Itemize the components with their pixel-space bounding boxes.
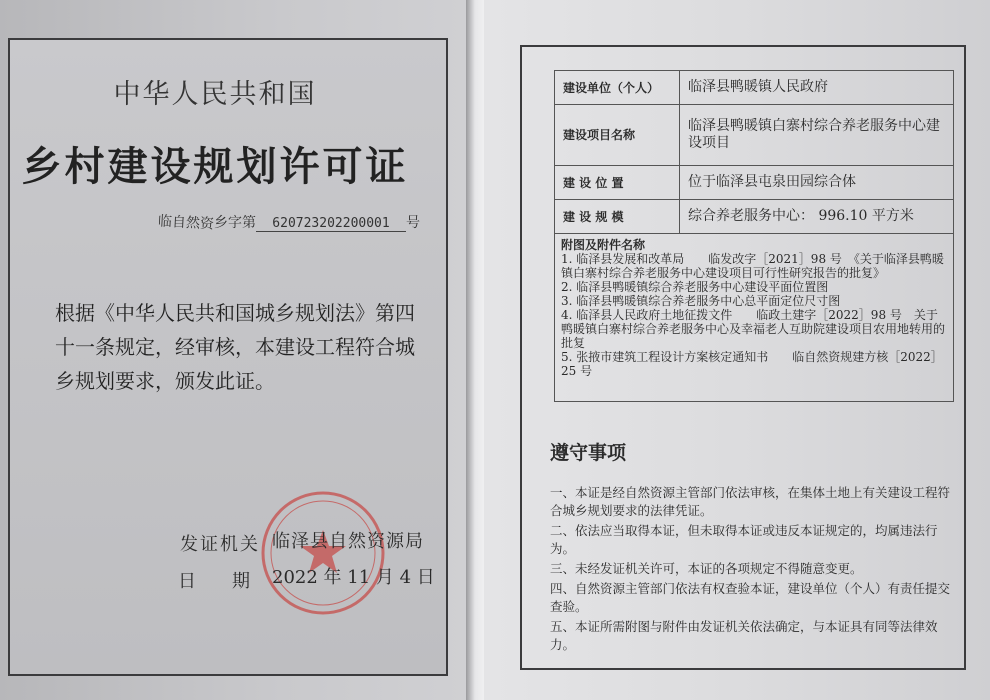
table-row: [555, 71, 954, 105]
certificate-suffix: 号: [406, 215, 420, 231]
table-row: [555, 165, 954, 199]
certificate-mid: 乡字第: [214, 215, 256, 231]
attachments-box: [554, 234, 954, 402]
issuer-name: 临泽县自然资源局: [272, 531, 424, 552]
row-value: 位于临泽县屯泉田园综合体: [680, 165, 954, 199]
certificate-number: 620723202200001: [256, 216, 406, 232]
row-label: 建 设 位 置: [555, 165, 680, 199]
notice-item: 二、依法应当取得本证，但未取得本证或违反本证规定的，均属违法行为。: [550, 523, 938, 556]
attachment-item: 1. 临泽县发展和改革局 临发改字［2021］98 号 《关于临泽县鸭暖镇白寨村综合养老服务中心建设项目可行性研究报告的批复》: [561, 252, 944, 280]
certificate-title: 乡村建设规划许可证: [21, 143, 409, 190]
certificate-body: 根据《中华人民共和国城乡规划法》第四十一条规定，经审核，本建设工程符合城乡规划要求，颁发此证。: [55, 301, 415, 393]
project-info-table: [554, 70, 954, 234]
notice-title: 遵守事项: [550, 442, 627, 464]
notice-item: 四、自然资源主管部门依法有权查验本证，建设单位（个人）有责任提交查验。: [550, 581, 951, 614]
row-label: 建 设 规 模: [555, 199, 680, 233]
issue-date: 2022 年 11 月 4 日: [272, 567, 435, 588]
row-value: 临泽县鸭暖镇人民政府: [680, 71, 954, 105]
date-label: 日 期: [178, 571, 250, 592]
attachment-item: 4. 临泽县人民政府土地征拨文件 临政土建字［2022］98 号 关于鸭暖镇白寨村综合养老服务中心及幸福老人互助院建设项目农用地转用的批复: [561, 308, 946, 350]
certificate-number-line: [158, 212, 420, 232]
notice-item: 一、本证是经自然资源主管部门依法审核，在集体土地上有关建设工程符合城乡规划要求的法律凭证。: [550, 485, 951, 518]
notice-list: [550, 484, 960, 656]
country-name: 中华人民共和国: [113, 79, 317, 110]
table-row: [555, 105, 954, 166]
attachments-heading: 附图及附件名称: [561, 238, 646, 252]
row-value: 综合养老服务中心： 996.10 平方米: [680, 199, 954, 233]
official-seal: [258, 488, 388, 618]
attachment-item: 2. 临泽县鸭暖镇综合养老服务中心建设平面位置图: [561, 280, 829, 294]
notice-item: 五、本证所需附图与附件由发证机关依法确定，与本证具有同等法律效力。: [550, 619, 938, 652]
book-spine: [466, 0, 486, 700]
row-label: 建设单位（个人）: [555, 71, 680, 105]
issuer-label: 发证机关: [180, 534, 260, 555]
table-row: [555, 199, 954, 233]
attachment-item: 3. 临泽县鸭暖镇综合养老服务中心总平面定位尺寸图: [561, 294, 841, 308]
row-value: 临泽县鸭暖镇白寨村综合养老服务中心建设项目: [680, 105, 954, 166]
certificate-prefix: 临自然资: [157, 213, 215, 233]
row-label: 建设项目名称: [555, 105, 680, 166]
attachment-item: 5. 张掖市建筑工程设计方案核定通知书 临自然资规建方核［2022］25 号: [561, 350, 943, 378]
notice-item: 三、未经发证机关许可，本证的各项规定不得随意变更。: [550, 561, 863, 576]
